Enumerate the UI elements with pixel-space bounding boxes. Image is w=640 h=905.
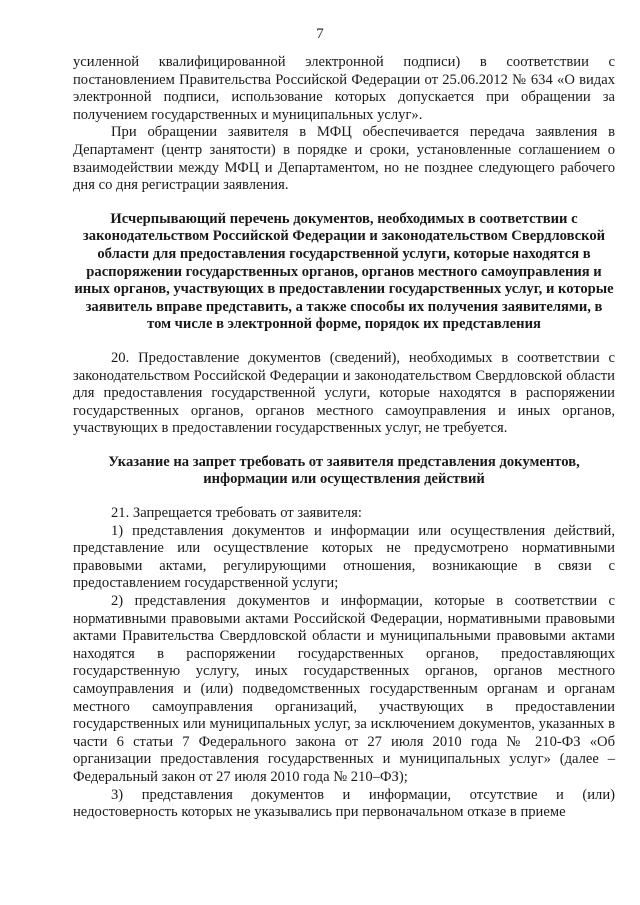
section-heading-documents-list: Исчерпывающий перечень документов, необходимых в соответствии с законодательством Российской Федерации и законодательством Свердловской области для предоставления государственной услуги, которые находятся в распоряжении государственных органов, органов местного самоуправления и иных органов, участвующих в предоставлении государственных услуг, и которые заявитель вправе представить, а также способы их получения заявителями, в том числе в электронной форме, порядок их представления — [74, 210, 614, 333]
spacer — [73, 334, 615, 350]
paragraph-mfc-transfer: При обращении заявителя в МФЦ обеспечивается передача заявления в Департамент (центр занятости) в порядке и сроки, установленные соглашением о взаимодействии между МФЦ и Департаментом, но не позднее следующего рабочего дня со дня регистрации заявления. — [73, 124, 615, 194]
paragraph-item-21-2: 2) представления документов и информации, которые в соответствии с нормативными правовыми актами Российской Федерации, нормативными правовыми актами Правительства Свердловской области и муниципальными правовыми актами находятся в распоряжении государственных органов, предоставляющих государственную услугу, иных государственных органов, органов местного самоуправления и (или) подведомственных государственным органам и органам местного самоуправления организаций, участвующих в предоставлении государственных или муниципальных услуг, за исключением документов, указанных в части 6 статьи 7 Федерального закона от 27 июля 2010 года № 210-ФЗ «Об организации предоставления государственных и муниципальных услуг» (далее – Федеральный закон от 27 июля 2010 года № 210–ФЗ); — [73, 593, 615, 785]
spacer — [73, 438, 615, 454]
paragraph-item-21-1: 1) представления документов и информации или осуществления действий, представление или осуществление которых не предусмотрено нормативными правовыми актами, регулирующими отношения, возникающие в связи с предоставлением государственной услуги; — [73, 522, 615, 592]
spacer — [73, 489, 615, 505]
paragraph-item-20: 20. Предоставление документов (сведений), необходимых в соответствии с законодательством Российской Федерации и законодательством Свердловской области для предоставления государственной услуги, которые находятся в распоряжении государственных органов, органов местного самоуправления и иных органов, участвующих в предоставлении государственных услуг, не требуется. — [73, 349, 615, 437]
paragraph-item-21: 21. Запрещается требовать от заявителя: — [111, 505, 362, 522]
section-heading-prohibition: Указание на запрет требовать от заявителя представления документов, информации или осуществления действий — [108, 453, 580, 488]
paragraph-item-21-3: 3) представления документов и информации, отсутствие и (или) недостоверность которых не указывались при первоначальном отказе в приеме — [73, 786, 615, 821]
paragraph-continuation: усиленной квалифицированной электронной подписи) в соответствии с постановлением Правительства Российской Федерации от 25.06.2012 № 634 «О видах электронной подписи, использование которых допускается при обращении за получением государственных и муниципальных услуг». — [73, 54, 615, 123]
page-number: 7 — [316, 26, 324, 42]
spacer — [73, 195, 615, 211]
document-body — [73, 54, 615, 822]
